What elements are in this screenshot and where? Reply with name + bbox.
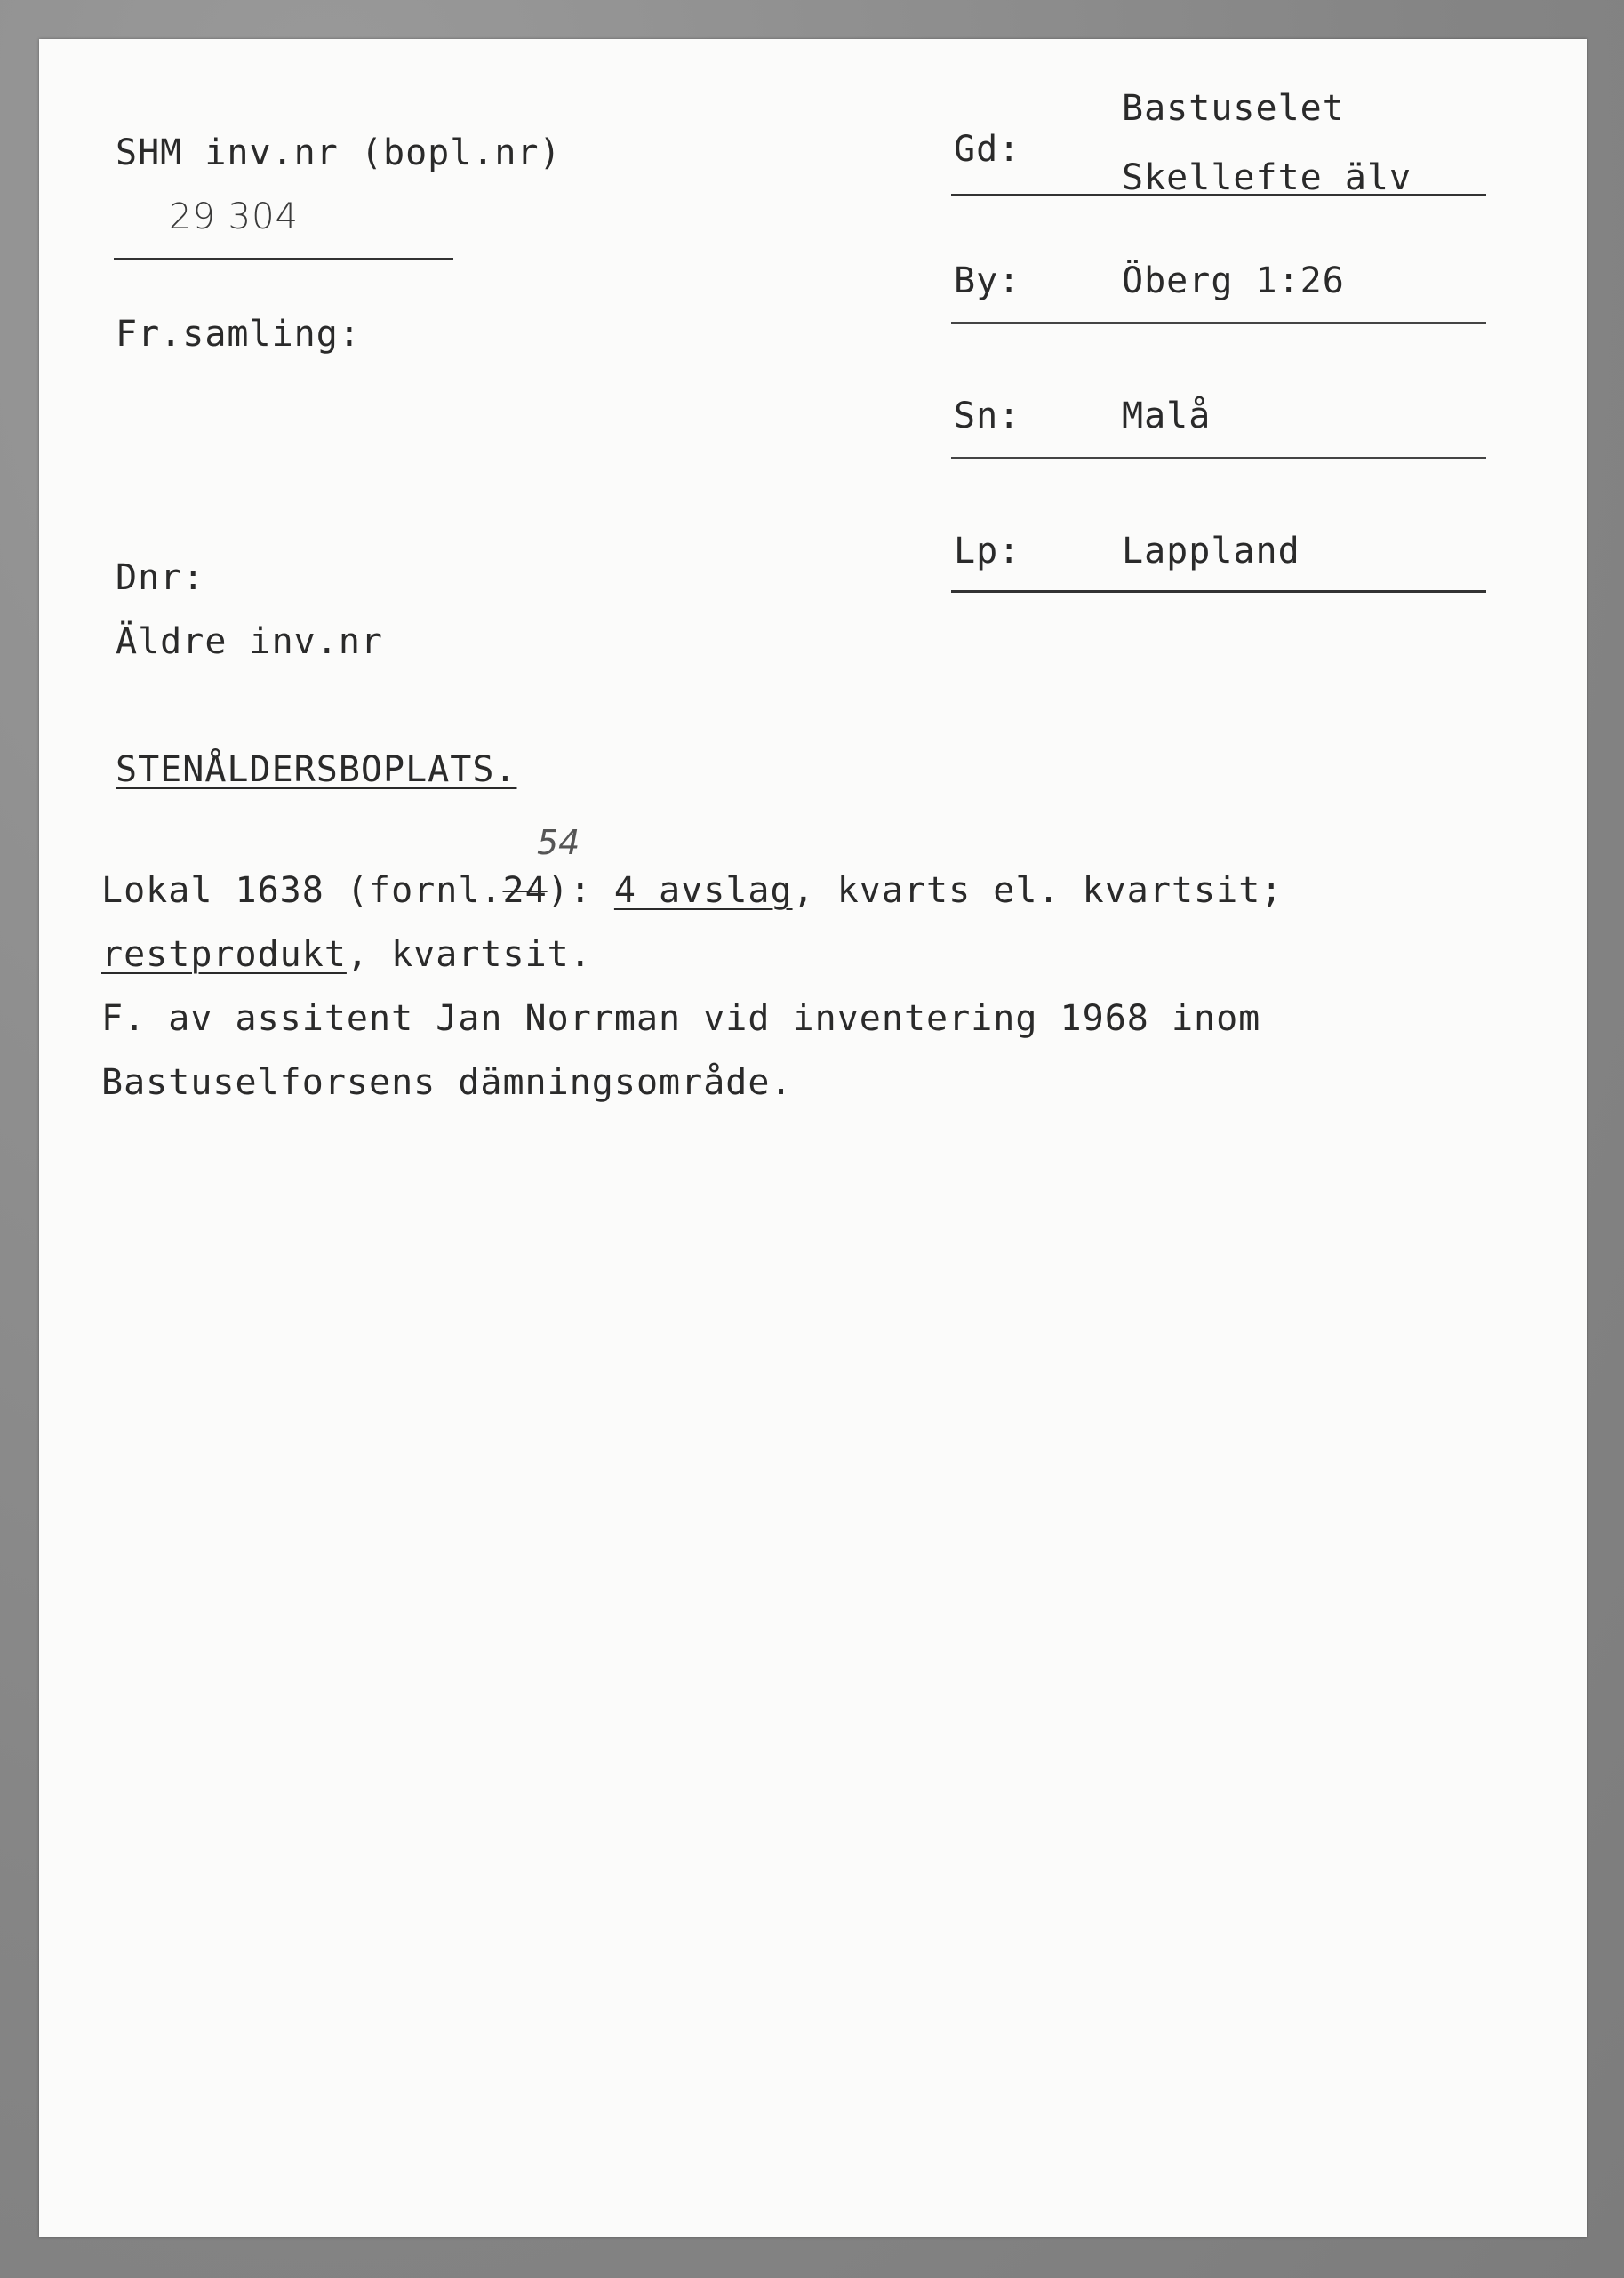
body-line-3: F. av assitent Jan Norrman vid inventering 1968 inom bbox=[101, 998, 1261, 1039]
body-line-2-end: , kvartsit. bbox=[346, 934, 592, 975]
body-line-1 bbox=[101, 870, 1284, 911]
body-line-4: Bastuselforsens dämningsområde. bbox=[101, 1062, 793, 1103]
avslag-text: 4 avslag bbox=[613, 870, 793, 911]
gd-rule bbox=[951, 194, 1486, 196]
body-line-1-start: Lokal 1638 (fornl. bbox=[101, 870, 503, 911]
site-heading: STENÅLDERSBOPLATS. bbox=[116, 749, 517, 790]
body-line-1-end: , kvarts el. kvartsit; bbox=[792, 870, 1284, 911]
lp-label: Lp: bbox=[954, 531, 1021, 571]
gd-label: Gd: bbox=[954, 129, 1021, 170]
gd-value-line1: Bastuselet bbox=[1122, 88, 1345, 129]
inv-number-rule bbox=[114, 258, 453, 260]
catalog-card bbox=[39, 39, 1587, 2237]
inv-number: 29 304 bbox=[169, 196, 299, 237]
by-value: Öberg 1:26 bbox=[1122, 260, 1345, 301]
body-line-2 bbox=[101, 934, 592, 975]
fr-samling-label: Fr.samling: bbox=[116, 314, 361, 355]
body-line-1-mid: ): bbox=[547, 870, 614, 911]
lp-value: Lappland bbox=[1122, 531, 1300, 571]
by-rule bbox=[951, 322, 1486, 324]
dnr-label: Dnr: bbox=[116, 557, 205, 598]
by-label: By: bbox=[954, 260, 1021, 301]
restprodukt-text: restprodukt bbox=[101, 934, 347, 975]
inv-label: SHM inv.nr (bopl.nr) bbox=[116, 132, 562, 173]
sn-rule bbox=[951, 457, 1486, 459]
sn-value: Malå bbox=[1122, 396, 1212, 436]
lp-rule bbox=[951, 590, 1486, 593]
handwritten-correction: 54 bbox=[537, 823, 580, 862]
struck-number: 24 bbox=[502, 870, 548, 911]
sn-label: Sn: bbox=[954, 396, 1021, 436]
aldre-inv-label: Äldre inv.nr bbox=[116, 621, 383, 662]
gd-value-line2: Skellefte älv bbox=[1122, 157, 1412, 198]
